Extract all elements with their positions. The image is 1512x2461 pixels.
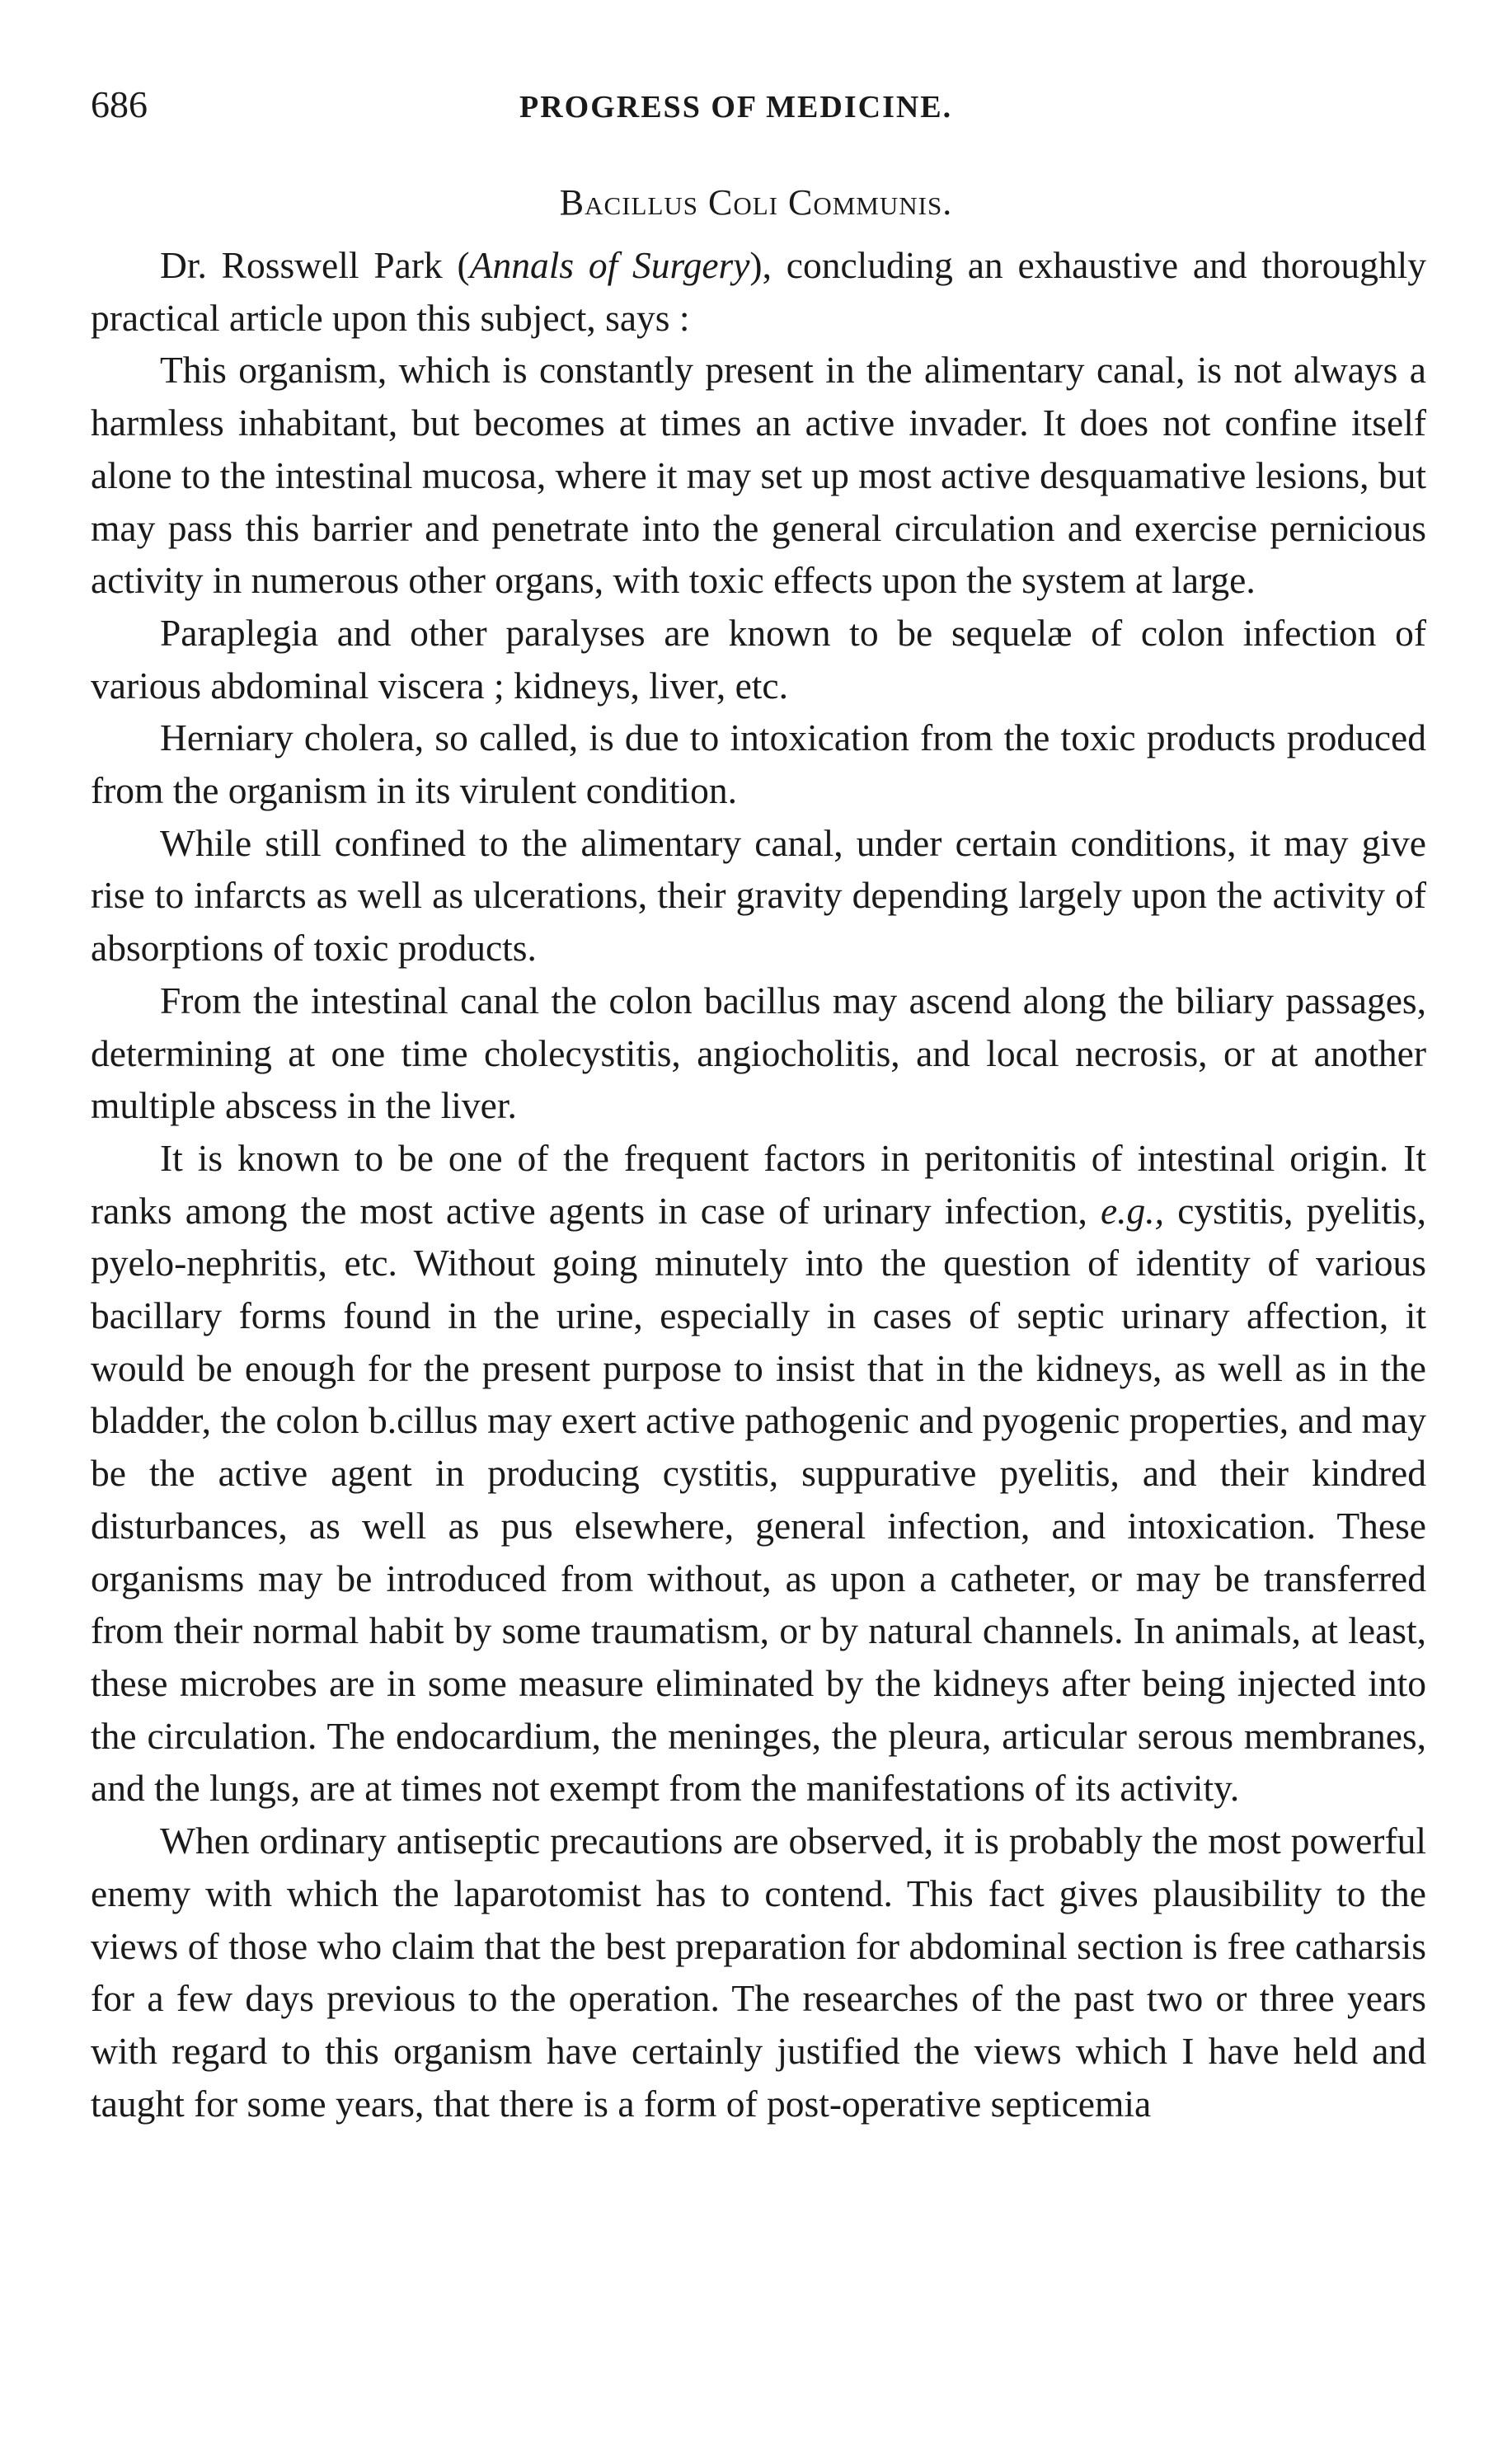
body-text [91,239,1426,2130]
eg-abbreviation: e.g., [1100,1189,1165,1232]
paragraph-paraplegia: Paraplegia and other paralyses are known to be sequelæ of colon infection of various abdominal viscera ; kidneys, liver, etc. [91,611,1426,707]
intro-before-journal: Dr. Rosswell Park ( [160,244,470,286]
paragraph-herniary-cholera: Herniary cholera, so called, is due to intoxication from the toxic products produced from the organism in its virulent condition. [91,716,1426,812]
section-heading: Bacillus Coli Communis. [559,182,953,223]
running-title: PROGRESS OF MEDICINE. [519,90,953,124]
paragraph-infarcts: While still confined to the alimentary canal, under certain conditions, it may give rise to infarcts as well as ulcerations, their gravity depending largely upon the activity of absorptions of toxic products. [91,821,1426,970]
journal-title: Annals of Surgery [469,244,750,286]
infection-before-eg: It is known to be one of the frequent factors in peritonitis of intestinal origin. It ranks among the most active agents in case of urinary infection, [91,1136,1426,1232]
infection-after-eg: cystitis, pyelitis, pyelo-nephritis, etc. Without going minutely into the question of identity of various bacillary forms found in the urine, especially in cases of septic urinary affection, it would be enough for the present purpose to insist that in the kidneys, as well as in the bladder, the colon b.cillus may exert active pathogenic and pyogenic properties, and may be the active agent in producing cystitis, suppurative pyelitis, and their kindred disturbances, as well as pus elsewhere, general infection, and intoxication. These organisms may be introduced from without, as upon a catheter, or may be transferred from their normal habit by some traumatism, or by natural channels. In animals, at least, these microbes are in some measure eliminated by the kidneys after being injected into the circulation. The endocardium, the meninges, the pleura, articular serous membranes, and the lungs, are at times not exempt from the manifestations of its activity. [91,1189,1426,1810]
running-head [91,82,1438,132]
paragraph-antiseptic: When ordinary antiseptic precautions are observed, it is probably the most powerful enemy with which the laparotomist has to contend. This fact gives plausibility to the views of those who claim that the best preparation for abdominal section is free catharsis for a few days previous to the operation. The researches of the past two or three years with regard to this organism have certainly justified the views which I have held and taught for some years, that there is a form of post-operative septicemia [91,1820,1426,2125]
paragraph-organism: This organism, which is constantly present in the alimentary canal, is not always a harmless inhabitant, but becomes at times an active invader. It does not confine itself alone to the intestinal mucosa, where it may set up most active desquamative lesions, but may pass this barrier and penetrate into the general circulation and exercise pernicious activity in numerous other organs, with toxic effects upon the system at large. [91,349,1426,602]
page-number: 686 [91,83,148,125]
paragraph-biliary: From the intestinal canal the colon bacillus may ascend along the biliary passages, determining at one time cholecystitis, angiocholitis, and local necrosis, or at another multiple abscess in the liver. [91,979,1426,1127]
intro-after-journal: ), concluding an exhaustive and thoroughly practical article upon this subject, says : [91,244,1426,339]
intro-paragraph [91,239,1426,344]
paragraph-urinary-infection [91,1132,1426,1815]
